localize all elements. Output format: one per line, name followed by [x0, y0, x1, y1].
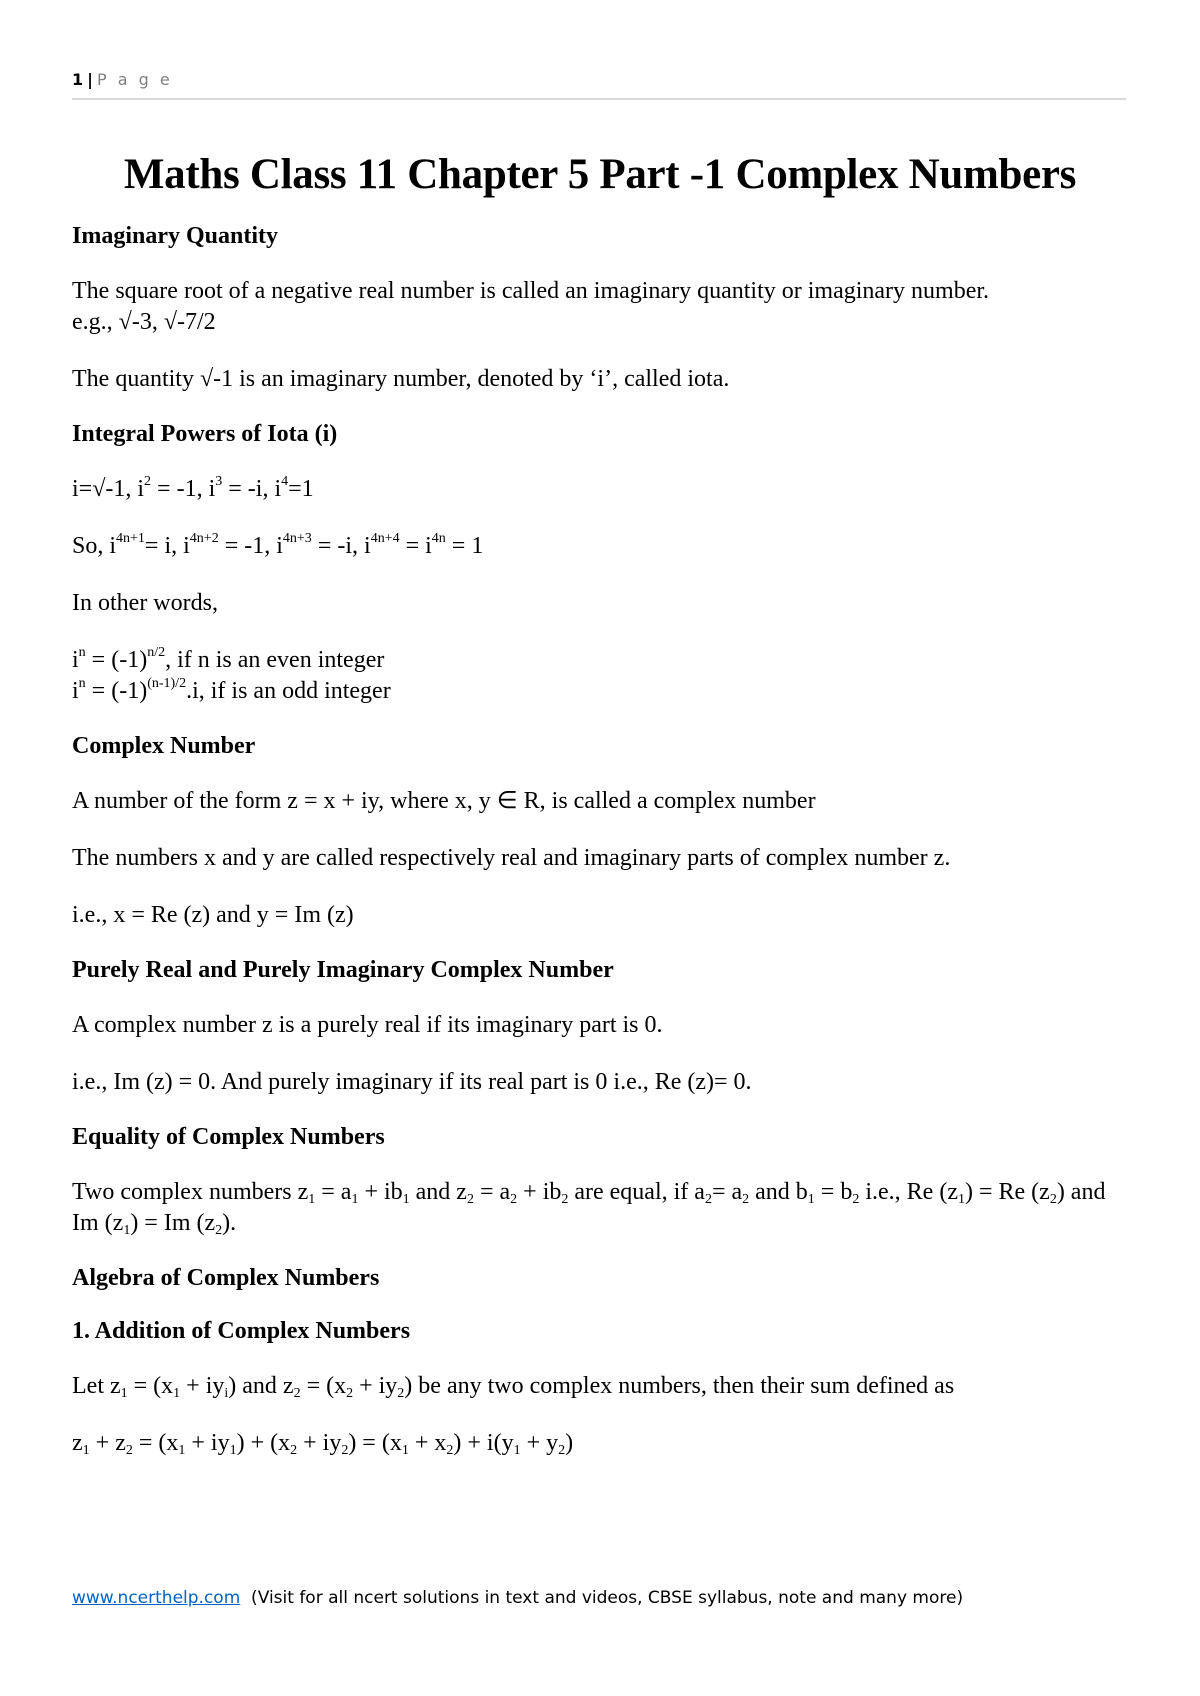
page-title: Maths Class 11 Chapter 5 Part -1 Complex Numbers	[123, 151, 1077, 198]
imaginary-definition-text: The square root of a negative real number is called an imaginary quantity or imaginary number.	[72, 278, 990, 304]
powers-line-1: i=√-1, $i^2 = -1$, $i^3 = -i$, $i^4=1$	[72, 474, 314, 502]
powers-line-2: So, $i^{4n+1}= i$, $i^{4n+2} = -1$, $i^{4n+3} = -i$, $i^{4n+4} = i^{4n} = 1$	[72, 531, 484, 559]
odd-power-rule: $i^n = (-1)^{(n-1)/2}.i$, if is an odd integer	[72, 676, 391, 704]
header-separator: |	[87, 70, 93, 89]
footer-text: (Visit for all ncert solutions in text and videos, CBSE syllabus, note and many more)	[240, 1588, 964, 1608]
page-number: 1	[72, 70, 84, 89]
heading-addition: 1. Addition of Complex Numbers	[72, 1318, 411, 1344]
real-imaginary-parts: The numbers x and y are called respectively real and imaginary parts of complex number z.	[72, 845, 951, 871]
complex-definition: A number of the form z = x + iy, where x, y ∈ R, is called a complex number	[72, 788, 816, 814]
footer-link[interactable]: www.ncerthelp.com	[72, 1588, 241, 1608]
heading-purely-real: Purely Real and Purely Imaginary Complex Number	[72, 957, 614, 983]
even-power-rule: $i^n = (-1)^{n/2}$, if n is an even integer	[72, 645, 385, 673]
heading-imaginary-quantity: Imaginary Quantity	[72, 223, 279, 249]
addition-intro: Let $z_1 = (x_1 + iy_i)$ and $z_2 = (x_2 + iy_2)$ be any two complex numbers, then their sum defined as	[72, 1373, 955, 1401]
page-header	[72, 70, 1126, 100]
imaginary-definition	[72, 276, 1128, 338]
heading-integral-powers: Integral Powers of Iota (i)	[72, 421, 338, 447]
re-im-notation: i.e., x = Re (z) and y = Im (z)	[72, 902, 354, 928]
equality-text: Two complex numbers $z_1 = a_1 + ib_1$ and $z_2 = a_2 + ib_2$ are equal, if $a_2= a_2$ and $b_1 = b_2$ i.e., Re $(z_1) = Re$ $(z_2)$ and Im $(z_1) = Im$ $(z_2)$.	[72, 1179, 1106, 1238]
addition-formula: $z_1 + z_2 = (x_1 + iy_1) + (x_2 + iy_2) = (x_1 + x_2) + i(y_1 + y_2)$	[72, 1430, 574, 1458]
other-words: In other words,	[72, 590, 218, 616]
heading-algebra: Algebra of Complex Numbers	[72, 1265, 380, 1291]
page-label: P a g e	[96, 70, 173, 89]
heading-complex-number: Complex Number	[72, 733, 256, 759]
document-body	[72, 150, 1128, 1485]
imaginary-example: e.g., √-3, √-7/2	[72, 309, 216, 335]
page-footer	[72, 1588, 963, 1608]
purely-real-text: A complex number z is a purely real if its imaginary part is 0.	[72, 1012, 663, 1038]
iota-definition: The quantity √-1 is an imaginary number, denoted by ‘i’, called iota.	[72, 366, 730, 392]
heading-equality: Equality of Complex Numbers	[72, 1124, 385, 1150]
purely-imaginary-text: i.e., Im (z) = 0. And purely imaginary if its real part is 0 i.e., Re (z)= 0.	[72, 1069, 752, 1095]
